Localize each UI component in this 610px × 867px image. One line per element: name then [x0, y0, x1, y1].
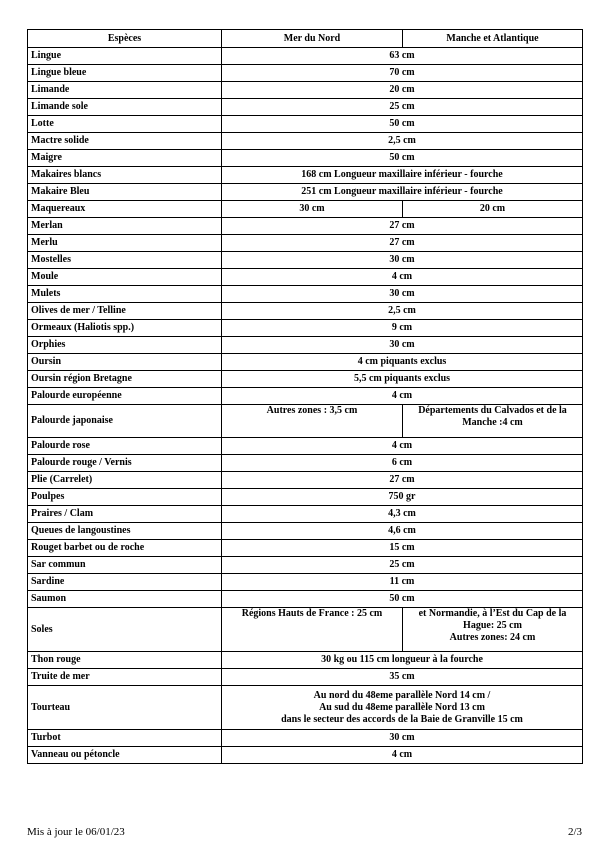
min-size-value: 750 gr — [222, 489, 583, 506]
species-name: Lingue — [28, 48, 222, 65]
header-manche-atlantique: Manche et Atlantique — [403, 30, 583, 48]
table-row — [28, 506, 583, 523]
min-size-manche-atlantique: Départements du Calvados et de la Manche :4 cm — [403, 405, 583, 438]
min-size-value: 2,5 cm — [222, 303, 583, 320]
min-size-mer-du-nord: 30 cm — [222, 201, 403, 218]
species-name: Limande sole — [28, 99, 222, 116]
min-size-value: 30 cm — [222, 286, 583, 303]
species-name: Queues de langoustines — [28, 523, 222, 540]
min-size-value: 2,5 cm — [222, 133, 583, 150]
table-row — [28, 65, 583, 82]
min-size-value: 30 cm — [222, 730, 583, 747]
min-size-value: 35 cm — [222, 669, 583, 686]
species-name: Tourteau — [28, 686, 222, 730]
species-name: Lotte — [28, 116, 222, 133]
species-name: Praires / Clam — [28, 506, 222, 523]
table-row — [28, 608, 583, 652]
species-name: Thon rouge — [28, 652, 222, 669]
min-size-value: 70 cm — [222, 65, 583, 82]
species-name: Palourde européenne — [28, 388, 222, 405]
table-row — [28, 472, 583, 489]
min-size-value: 27 cm — [222, 235, 583, 252]
min-size-value: 168 cm Longueur maxillaire inférieur - fourche — [222, 167, 583, 184]
species-name: Oursin — [28, 354, 222, 371]
species-name: Palourde rouge / Vernis — [28, 455, 222, 472]
min-size-value: 9 cm — [222, 320, 583, 337]
species-name: Makaires blancs — [28, 167, 222, 184]
table-row — [28, 730, 583, 747]
min-size-value: 27 cm — [222, 472, 583, 489]
min-size-value: 20 cm — [222, 82, 583, 99]
species-name: Moule — [28, 269, 222, 286]
species-name: Merlu — [28, 235, 222, 252]
species-name: Rouget barbet ou de roche — [28, 540, 222, 557]
species-name: Ormeaux (Haliotis spp.) — [28, 320, 222, 337]
species-name: Truite de mer — [28, 669, 222, 686]
species-name: Saumon — [28, 591, 222, 608]
table-row — [28, 686, 583, 730]
table-row — [28, 438, 583, 455]
species-name: Plie (Carrelet) — [28, 472, 222, 489]
species-name: Mactre solide — [28, 133, 222, 150]
min-size-manche-atlantique: et Normandie, à l’Est du Cap de la Hague: 25 cm Autres zones: 24 cm — [403, 608, 583, 652]
footer-update-date: Mis à jour le 06/01/23 — [27, 826, 125, 838]
species-name: Makaire Bleu — [28, 184, 222, 201]
min-size-value: 63 cm — [222, 48, 583, 65]
min-size-value: 4 cm — [222, 747, 583, 764]
species-name: Limande — [28, 82, 222, 99]
species-name: Vanneau ou pétoncle — [28, 747, 222, 764]
min-size-value: 11 cm — [222, 574, 583, 591]
table-row — [28, 652, 583, 669]
table-row — [28, 99, 583, 116]
table-row — [28, 184, 583, 201]
species-name: Maigre — [28, 150, 222, 167]
table-row — [28, 455, 583, 472]
table-row — [28, 218, 583, 235]
species-name: Palourde japonaise — [28, 405, 222, 438]
min-size-value: 50 cm — [222, 591, 583, 608]
table-header-row — [28, 30, 583, 48]
min-size-value: 30 cm — [222, 252, 583, 269]
table-row — [28, 252, 583, 269]
min-size-value: 5,5 cm piquants exclus — [222, 371, 583, 388]
species-name: Merlan — [28, 218, 222, 235]
table-row — [28, 133, 583, 150]
table-row — [28, 82, 583, 99]
species-name: Poulpes — [28, 489, 222, 506]
table-row — [28, 337, 583, 354]
min-size-value: 4,6 cm — [222, 523, 583, 540]
table-row — [28, 303, 583, 320]
min-size-mer-du-nord: Autres zones : 3,5 cm — [222, 405, 403, 438]
table-row — [28, 523, 583, 540]
min-size-mer-du-nord: Régions Hauts de France : 25 cm — [222, 608, 403, 652]
table-row — [28, 557, 583, 574]
species-name: Orphies — [28, 337, 222, 354]
min-size-value: 25 cm — [222, 99, 583, 116]
species-name: Turbot — [28, 730, 222, 747]
table-row — [28, 371, 583, 388]
table-row — [28, 167, 583, 184]
min-size-value: Au nord du 48eme parallèle Nord 14 cm / Au sud du 48eme parallèle Nord 13 cm dans le secteur des accords de la Baie de Granville 15 cm — [222, 686, 583, 730]
table-row — [28, 591, 583, 608]
min-size-value: 251 cm Longueur maxillaire inférieur - fourche — [222, 184, 583, 201]
table-row — [28, 388, 583, 405]
table-row — [28, 747, 583, 764]
table-row — [28, 669, 583, 686]
species-name: Palourde rose — [28, 438, 222, 455]
min-size-value: 15 cm — [222, 540, 583, 557]
min-size-value: 30 cm — [222, 337, 583, 354]
species-name: Mostelles — [28, 252, 222, 269]
min-size-value: 4,3 cm — [222, 506, 583, 523]
table-row — [28, 235, 583, 252]
min-size-manche-atlantique: 20 cm — [403, 201, 583, 218]
min-size-value: 27 cm — [222, 218, 583, 235]
table-row — [28, 116, 583, 133]
table-row — [28, 405, 583, 438]
table-row — [28, 150, 583, 167]
min-size-value: 30 kg ou 115 cm longueur à la fourche — [222, 652, 583, 669]
page-number: 2/3 — [567, 826, 582, 838]
min-size-value: 4 cm — [222, 438, 583, 455]
min-size-value: 6 cm — [222, 455, 583, 472]
table-row — [28, 574, 583, 591]
min-size-value: 50 cm — [222, 116, 583, 133]
species-name: Sar commun — [28, 557, 222, 574]
min-size-value: 50 cm — [222, 150, 583, 167]
species-name: Soles — [28, 608, 222, 652]
min-size-value: 4 cm — [222, 388, 583, 405]
table-row — [28, 540, 583, 557]
table-row — [28, 489, 583, 506]
min-size-value: 25 cm — [222, 557, 583, 574]
header-especes: Espèces — [28, 30, 222, 48]
species-name: Sardine — [28, 574, 222, 591]
species-name: Mulets — [28, 286, 222, 303]
min-size-value: 4 cm piquants exclus — [222, 354, 583, 371]
table-row — [28, 320, 583, 337]
table-row — [28, 201, 583, 218]
species-name: Lingue bleue — [28, 65, 222, 82]
table-row — [28, 354, 583, 371]
header-mer-du-nord: Mer du Nord — [222, 30, 403, 48]
species-name: Maquereaux — [28, 201, 222, 218]
table-row — [28, 48, 583, 65]
species-name: Oursin région Bretagne — [28, 371, 222, 388]
table-row — [28, 269, 583, 286]
species-name: Olives de mer / Telline — [28, 303, 222, 320]
size-table — [27, 29, 583, 764]
min-size-value: 4 cm — [222, 269, 583, 286]
table-row — [28, 286, 583, 303]
